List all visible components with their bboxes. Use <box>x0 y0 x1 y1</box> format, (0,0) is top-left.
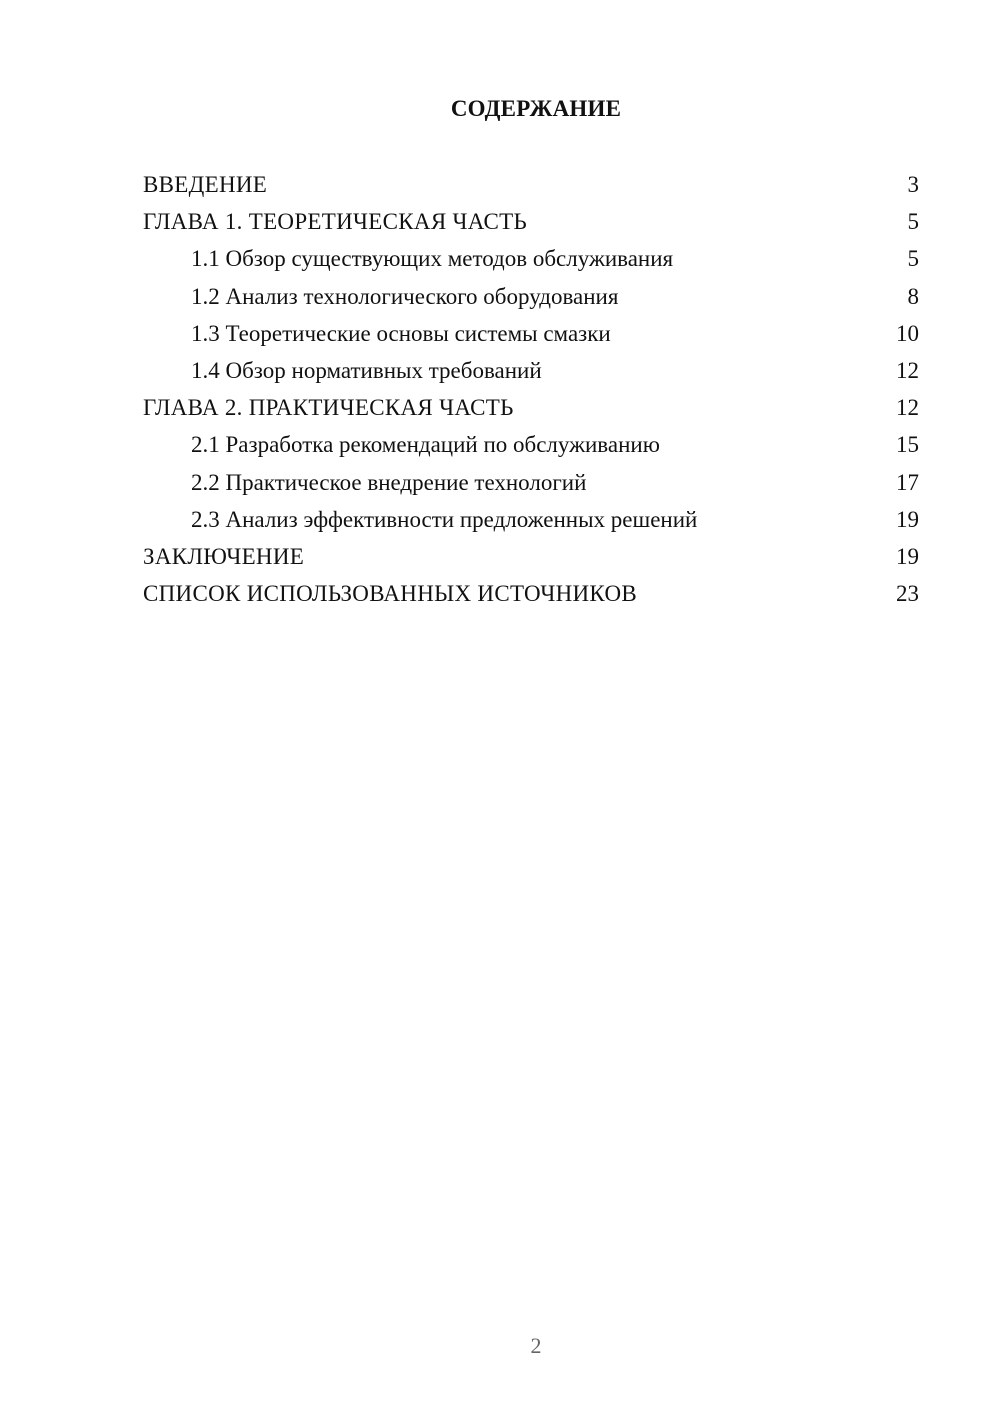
toc-entry-page: 3 <box>907 172 919 197</box>
toc-entry[interactable] <box>143 240 919 277</box>
toc-entry[interactable] <box>143 389 919 426</box>
toc-entry[interactable] <box>143 352 919 389</box>
toc-entry-label: 1.4 Обзор нормативных требований <box>191 357 542 383</box>
toc-entry-label: 1.1 Обзор существующих методов обслуживания <box>191 246 674 272</box>
toc-entry-page: 19 <box>896 543 919 569</box>
toc-entry-page: 5 <box>907 209 919 235</box>
toc-entry[interactable] <box>143 501 919 538</box>
toc-entry-label: ГЛАВА 1. ТЕОРЕТИЧЕСКАЯ ЧАСТЬ <box>143 209 528 235</box>
toc-entry-label: 2.2 Практическое внедрение технологий <box>191 469 587 495</box>
table-of-contents <box>143 166 919 612</box>
toc-entry[interactable] <box>143 426 919 463</box>
toc-entry-page: 23 <box>896 581 919 607</box>
toc-entry-label: 1.2 Анализ технологического оборудования <box>191 283 619 309</box>
toc-entry-page: 12 <box>896 395 919 421</box>
toc-entry-label: 1.3 Теоретические основы системы смазки <box>191 320 611 346</box>
toc-entry-label: 2.1 Разработка рекомендаций по обслуживанию <box>191 432 660 458</box>
toc-entry-page: 15 <box>896 432 919 458</box>
page-title: СОДЕРЖАНИЕ <box>450 96 622 121</box>
toc-entry[interactable] <box>143 203 919 240</box>
toc-entry[interactable] <box>143 278 919 315</box>
toc-entry-page: 8 <box>907 283 919 309</box>
toc-entry-page: 17 <box>896 469 919 495</box>
toc-entry-label: СПИСОК ИСПОЛЬЗОВАННЫХ ИСТОЧНИКОВ <box>143 581 638 607</box>
toc-entry-page: 5 <box>907 246 919 272</box>
toc-entry[interactable] <box>143 538 919 575</box>
toc-entry-label: ГЛАВА 2. ПРАКТИЧЕСКАЯ ЧАСТЬ <box>143 395 514 421</box>
page-number: 2 <box>530 1333 542 1358</box>
toc-entry-label: ВВЕДЕНИЕ <box>143 172 268 197</box>
toc-entry-page: 19 <box>896 506 919 532</box>
toc-entry[interactable] <box>143 464 919 501</box>
toc-entry[interactable] <box>143 575 919 612</box>
toc-entry-label: ЗАКЛЮЧЕНИЕ <box>143 543 305 569</box>
toc-entry-page: 10 <box>896 320 919 346</box>
toc-entry[interactable] <box>143 166 919 203</box>
toc-entry[interactable] <box>143 315 919 352</box>
toc-entry-label: 2.3 Анализ эффективности предложенных решений <box>191 506 698 532</box>
toc-entry-page: 12 <box>896 357 919 383</box>
